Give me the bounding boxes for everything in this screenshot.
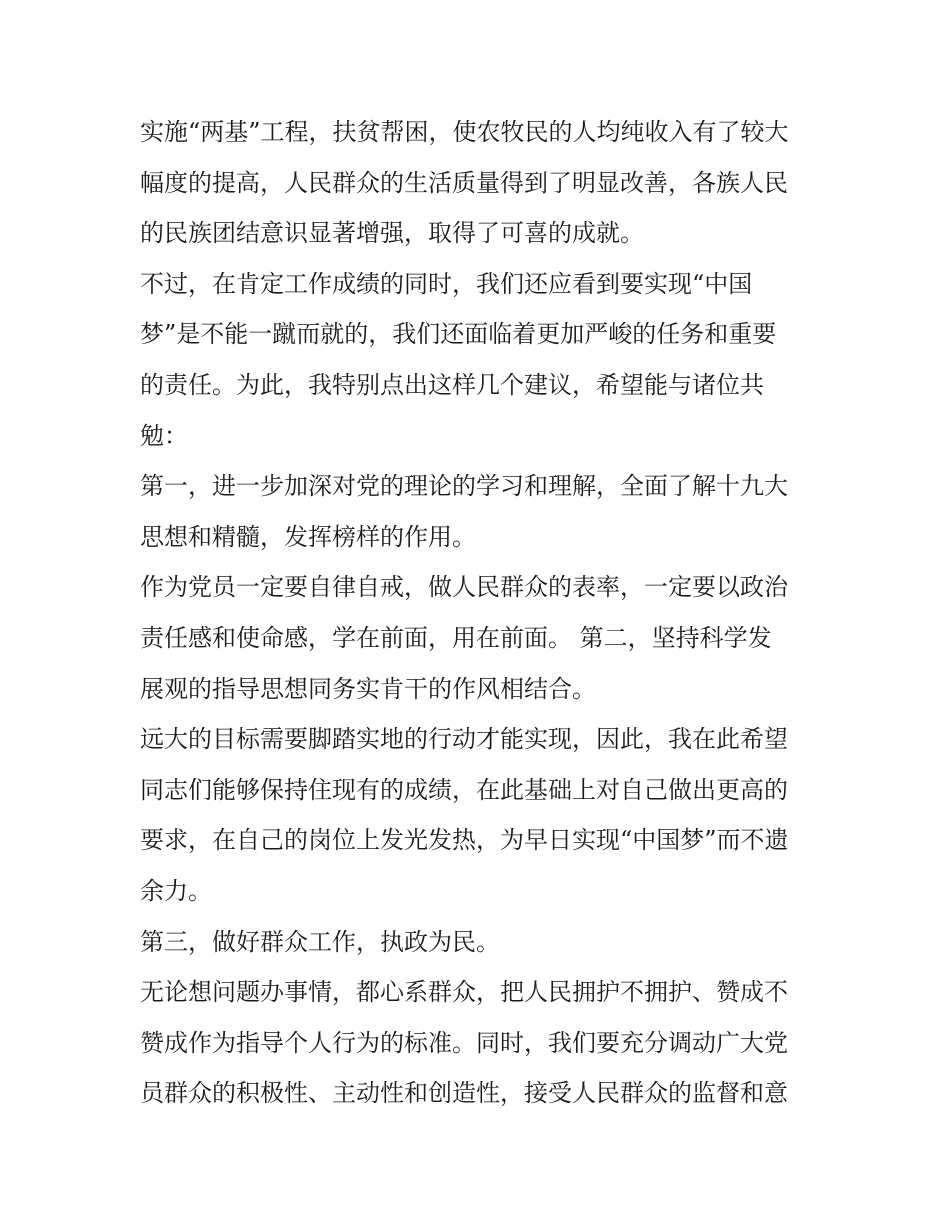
text-line: 的责任。为此，我特别点出这样几个建议，希望能与诸位共 [140,370,764,399]
text-line: 的民族团结意识显著增强，取得了可喜的成就。 [140,219,644,248]
text-line: 第一，进一步加深对党的理论的学习和理解，全面了解十九大 [140,472,788,501]
text-line: 余力。 [140,876,212,905]
text-line: 作为党员一定要自律自戒，做人民群众的表率，一定要以政治 [140,573,788,602]
text-line: 展观的指导思想同务实肯干的作风相结合。 [140,674,596,703]
text-line: 梦”是不能一蹴而就的，我们还面临着更加严峻的任务和重要 [140,320,777,349]
text-line: 无论想问题办事情，都心系群众，把人民拥护不拥护、赞成不 [140,978,788,1007]
text-line: 勉： [140,421,188,450]
text-line: 幅度的提高，人民群众的生活质量得到了明显改善，各族人民 [140,168,788,197]
text-line: 要求，在自己的岗位上发光发热，为早日实现“中国梦”而不遗 [140,826,789,855]
text-line: 思想和精髓，发挥榜样的作用。 [140,522,476,551]
text-line: 责任感和使命感，学在前面，用在前面。 第二，坚持科学发 [140,623,772,652]
text-line: 实施“两基”工程，扶贫帮困，使农牧民的人均纯收入有了较大 [140,118,789,146]
text-line: 不过，在肯定工作成绩的同时，我们还应看到要实现“中国 [140,269,753,298]
text-line: 员群众的积极性、主动性和创造性，接受人民群众的监督和意 [140,1079,788,1108]
document-body [140,107,812,1119]
text-line: 远大的目标需要脚踏实地的行动才能实现，因此，我在此希望 [140,725,788,754]
text-line: 同志们能够保持住现有的成绩，在此基础上对自己做出更高的 [140,775,788,804]
text-line: 第三，做好群众工作，执政为民。 [140,927,500,956]
text-line: 赞成作为指导个人行为的标准。同时，我们要充分调动广大党 [140,1028,788,1057]
